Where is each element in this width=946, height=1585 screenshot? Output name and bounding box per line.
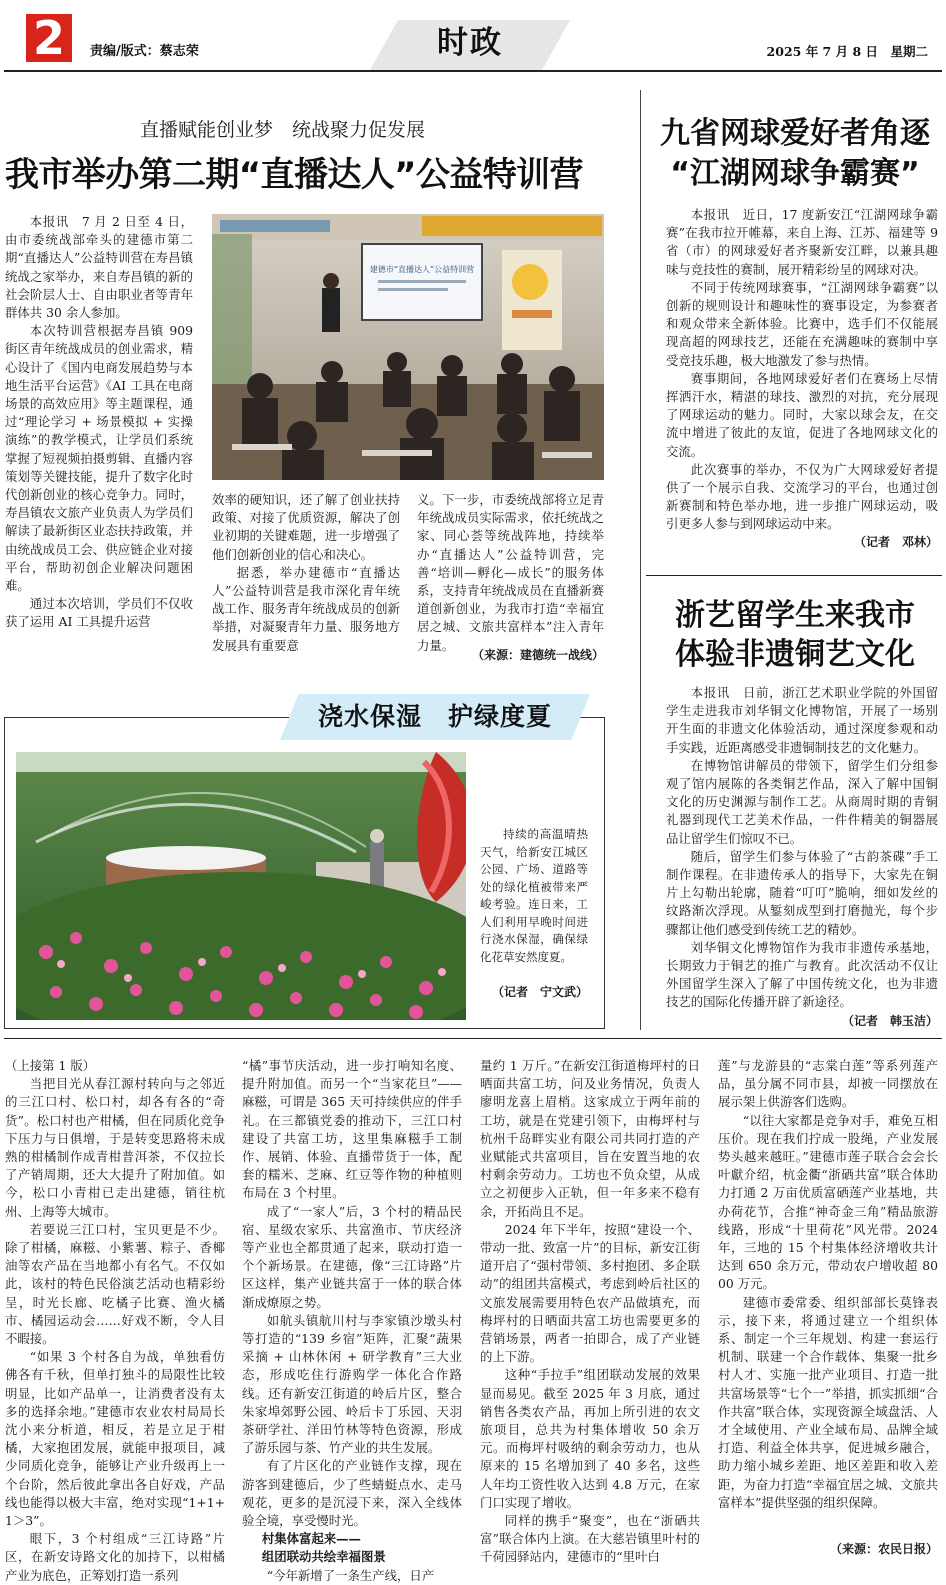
lead-source: （来源：建德统一战线） bbox=[471, 648, 604, 662]
continued-para: 眼下，3 个村组成“三江诗路”片区，在新安诗路文化的加持下，以柑橘产业为底色，正筹划打造一系列 bbox=[5, 1531, 225, 1583]
continued-para: 同样的携手“聚变”，也在“浙硒共富”联合体内上演。在大慈岩镇里叶村的千荷园驿站内，建德市的“里叶白 bbox=[480, 1513, 700, 1565]
lead-photo bbox=[212, 214, 604, 480]
header-rule bbox=[4, 70, 942, 72]
lead-photo-screen-text: 建德市“直播达人”公益特训营 bbox=[369, 265, 475, 274]
lead-kicker: 直播赋能创业梦 统战聚力促发展 bbox=[140, 119, 426, 141]
continued-column-3 bbox=[480, 1057, 700, 1567]
continued-para: 如航头镇航川村与李家镇沙墩头村等打造的“139 乡宿”矩阵，汇聚“蔬果采摘 + 山林休闲 + 研学教育”三大业态，形成吃住行游购学一体化合作路线。还有新安江街道的岭后片区，整合朱家埠郊野公园、岭后卡丁乐园、天羽茶研学社、洋田竹林等特色资源，形成了游乐园与茶、竹产业的共生发展。 bbox=[242, 1312, 462, 1456]
section-title: 时政 bbox=[437, 25, 503, 61]
continued-para: 量约 1 万斤。”在新安江街道梅坪村的日晒面共富工坊，问及业务情况，负责人廖明龙喜上眉梢。这家成立于两年前的工坊，就是在党建引领下，由梅坪村与杭州千岛畔实业有限公司共同打造的产业赋能式共富项目，旨在安置当地的农村剩余劳动力。工坊也不负众望，从成立之初便步入正轨，但一年多来不稳有余，开拓尚且不足。 bbox=[480, 1058, 700, 1219]
continued-para: 当把目光从春江源村转向与之邻近的三江口村、松口村，却各有各的“奇货”。松口村也产柑橘，但在同质化竞争下压力与日俱增，于是转变思路将未成熟的柑橘制作成青柑普洱茶，不仅拉长了产销周期，还大大提升了附加值。如今，松口小青柑已走出建德，销往杭州、上海等大城市。 bbox=[5, 1076, 225, 1219]
continued-para: “橘”事节庆活动，进一步打响知名度、提升附加值。而另一个“当家花旦”——麻糍，可谓是 365 天可持续供应的伴手礼。在三都镇党委的推动下，三江口村建设了共富工坊，这里集麻糍手工制作、展销、体验、直播带货于一体，配套的糯米、芝麻、红豆等作物的种植则布局在 3 个村里。 bbox=[242, 1058, 462, 1201]
continued-column-2 bbox=[242, 1057, 462, 1585]
page-number: 2 bbox=[32, 11, 65, 65]
page-number-badge bbox=[26, 11, 72, 65]
heritage-para: 在博物馆讲解员的带领下，留学生们分组参观了馆内展陈的各类铜艺作品，深入了解中国铜文化的历史渊源与制作工艺。从商周时期的青铜礼器到现代工艺美术作品，一件件精美的铜器展品让留学生们惊叹不已。 bbox=[666, 757, 938, 846]
photo-news-caption: 持续的高温晴热天气，给新安江城区公园、广场、道路等处的绿化植被带来严峻考验。连日来，工人们利用早晚时间进行浇水保湿，确保绿化花草安然度夏。 bbox=[480, 827, 588, 964]
lead-col3-para: 义。下一步，市委统战部将立足青年统战成员实际需求，依托统战之家、同心荟等统战阵地，持续举办“直播达人”公益特训营，完善“培训—孵化—成长”的服务体系，支持青年统战成员在直播新赛道创新创业，为我市打造“幸福宜居之城、文旅共富样本”注入青年力量。 bbox=[417, 492, 604, 653]
lead-title: 我市举办第二期“直播达人”公益特训营 bbox=[5, 155, 583, 195]
continued-para: 若要说三江口村，宝贝更是不少。除了柑橘，麻糍、小紫薯、粽子、香椰油等农产品在当地都小有名气。不仅如此，该村的特色民俗演艺活动也精彩纷呈，时光长廊、吃橘子比赛、渔火橘市、橘园运动会……好戏不断，令人目不暇接。 bbox=[5, 1221, 225, 1347]
heritage-para: 刘华铜文化博物馆作为我市非遗传承基地，长期致力于铜艺的推广与教育。此次活动不仅让外国留学生深入了解了中国传统文化，也为非遗技艺的国际化传播开辟了新途径。 bbox=[666, 939, 938, 1010]
tennis-byline: （记者 邓林） bbox=[853, 535, 938, 549]
section-divider bbox=[4, 1038, 942, 1039]
tennis-body bbox=[666, 206, 938, 534]
continued-label: （上接第 1 版） bbox=[5, 1058, 96, 1073]
photo-news-image bbox=[16, 752, 466, 1020]
editor-credit: 责编/版式：蔡志荣 bbox=[90, 44, 199, 59]
lead-col1-para: 本次特训营根据寿昌镇 909 街区青年统战成员的创业需求，精心设计了《国内电商发展趋势与本地生活平台运营》《AI 工具在电商场景的高效应用》等主题课程，通过“理论学习 + 场景模拟 + 实操演练”的教学模式，让学员们系统掌握了短视频拍摄剪辑、直播内容策划等关键技能，提升了数字化时代创新创业的核心竞争力。同时，寿昌镇农文旅产业负责人为学员们解读了最新街区业态扶持政策，并由统战成员工会、供应链企业对接平台，帮助初创企业解决问题困难。 bbox=[5, 323, 193, 594]
continued-para: “如果 3 个村各自为战，单独看仿佛各有千秋，但单打独斗的局限性比较明显，比如产品单一，让消费者没有太多的选择余地。”建德市农业农村局局长沈小来分析道，相反，若是立足于柑橘，大家抱团发展，就能申报项目，减少同质化竞争，能够让产业升级再上一个台阶，然后彼此拿出各自好戏，产品线也能得以极大丰富，绝对实现“1+1+1＞3”。 bbox=[5, 1349, 225, 1529]
column-rule bbox=[640, 90, 641, 1030]
lead-column-3 bbox=[417, 491, 604, 655]
tennis-para: 本报讯 近日，17 度新安江“江湖网球争霸赛”在我市拉开帷幕，来自上海、江苏、福建等 9 省（市）的网球爱好者齐聚新安江畔，以兼具趣味与竞技性的赛制，展开精彩纷呈的网球对决。 bbox=[666, 207, 938, 277]
continued-column-4 bbox=[718, 1057, 938, 1512]
heritage-title-line-2: 体验非遗铜艺文化 bbox=[675, 637, 915, 672]
lead-col2-para: 效率的硬知识，还了解了创业扶持政策、对接了优质资源，解决了创业初期的关键难题，进一步增强了他们创新创业的信心和决心。 bbox=[212, 492, 400, 562]
continued-para: “以往大家都是竞争对手，难免互相压价。现在我们拧成一股绳，产业发展势头越来越旺。”建德市莲子联合会会长叶獻介绍，杭金衢“浙硒共富”联合体助力打通 2 万亩优质富硒莲产业基地，共办荷花节，合推“神奇金三角”精品旅游线路，形成“十里荷花”风光带。2024 年，三地的 15 个村集体经济增收共计达到 650 余万元，带动农户增收超 8000 万元。 bbox=[718, 1112, 938, 1292]
photo-news-byline: （记者 宁文武） bbox=[491, 985, 588, 999]
continued-para: 有了片区化的产业链作支撑，现在游客到建德后，少了些蜻蜓点水、走马观花，更多的是沉浸下来，深入全线体验全境，享受慢时光。 bbox=[242, 1458, 462, 1529]
continued-source: （来源：农民日报） bbox=[829, 1542, 938, 1556]
photo-news-title: 浇水保湿 护绿度夏 bbox=[317, 702, 552, 731]
continued-para: 莲”与龙游县的“志棠白莲”等系列莲产品，虽分属不同市县，却被一同摆放在展示架上供游客们选购。 bbox=[718, 1058, 938, 1110]
lead-col1-para: 通过本次培训，学员们不仅收获了运用 AI 工具提升运营 bbox=[5, 596, 193, 630]
tennis-bottom-rule bbox=[646, 575, 942, 576]
tennis-title-line-2: “江湖网球争霸赛” bbox=[670, 156, 920, 191]
tennis-title-line-1: 九省网球爱好者角逐 bbox=[660, 116, 930, 151]
heritage-body bbox=[666, 684, 938, 1012]
lead-column-1 bbox=[5, 213, 193, 632]
tennis-para: 此次赛事的举办，不仅为广大网球爱好者提供了一个展示自我、交流学习的平台，也通过创新赛制和特色举办地，进一步推广网球运动，吸引更多人参与到网球运动中来。 bbox=[666, 461, 938, 532]
continued-para: 成了“一家人”后，3 个村的精品民宿、星级农家乐、共富渔市、节庆经济等产业也全都贯通了起来，联动打造一个个新场景。在建德，像“三江诗路”片区这样，集产业链共富于一体的联合体渐成燎原之势。 bbox=[242, 1203, 462, 1310]
heritage-para: 随后，留学生们参与体验了“古韵茶碟”手工制作课程。在非遗传承人的指导下，大家先在铜片上勾勒出轮廓，随着“叮叮”脆响，细如发丝的纹路渐次浮现。从錾刻成型到打磨抛光，每个步骤都让他们感受到传统工艺的精妙。 bbox=[666, 848, 938, 937]
tennis-para: 不同于传统网球赛事，“江湖网球争霸赛”以创新的规则设计和趣味性的赛事设定，为参赛者和观众带来全新体验。比赛中，选手们不仅能展现高超的网球技艺，还能在充满趣味的赛制中享受竞技乐趣，极大地激发了参与热情。 bbox=[666, 279, 938, 368]
continued-subhead: 组团联动共绘幸福图景 bbox=[261, 1549, 386, 1565]
continued-subhead: 村集体富起来—— bbox=[261, 1531, 361, 1547]
heritage-para: 本报讯 日前，浙江艺术职业学院的外国留学生走进我市刘华铜文化博物馆，开展了一场别开生面的非遗文化体验活动，通过深度参观和动手实践，近距离感受非遗铜制技艺的文化魅力。 bbox=[666, 685, 938, 755]
tennis-para: 赛事期间，各地网球爱好者们在赛场上尽情挥洒汗水，精湛的球技、激烈的对抗，充分展现了网球运动的魅力。同时，大家以球会友，在交流中增进了彼此的友谊，促进了各地网球文化的交流。 bbox=[666, 370, 938, 459]
continued-para: “今年新增了一条生产线，日产 bbox=[266, 1567, 435, 1583]
lead-column-2 bbox=[212, 491, 400, 655]
heritage-title-line-1: 浙艺留学生来我市 bbox=[675, 598, 915, 633]
lead-col1-para: 本报讯 7 月 2 日至 4 日，由市委统战部牵头的建德市第二期“直播达人”公益特训营在寿昌镇统战之家举办，来自寿昌镇的新的社会阶层人士、自由职业者等青年群体共 30 余人参加。 bbox=[5, 214, 193, 321]
heritage-byline: （记者 韩玉洁） bbox=[841, 1014, 938, 1028]
issue-date: 2025 年 7 月 8 日 星期二 bbox=[766, 44, 928, 59]
continued-para: 这种“手拉手”组团联动发展的效果显而易见。截至 2025 年 3 月底，通过销售各类农产品，再加上所引进的农文旅项目，总共为村集体增收 50 余万元。而梅坪村吸纳的剩余劳动力，也从原来的 15 名增加到了 40 多名，这些人年均工资性收入达到 4.8 万元，在家门口实现了增收。 bbox=[480, 1367, 700, 1510]
lead-col2-para: 据悉，举办建德市“直播达人”公益特训营是我市深化青年统战工作、服务青年统战成员的创新举措，对凝聚青年力量、服务地方发展具有重要意 bbox=[212, 564, 400, 653]
continued-column-1 bbox=[5, 1057, 225, 1585]
continued-para: 建德市委常委、组织部部长莫锋表示，接下来，将通过建立一个组织体系、制定一个三年规划、构建一套运行机制、联建一个合作载体、集聚一批乡村人才、实施一批产业项目、打造一批共富场景等“七个一”举措，抓实抓细“合作共富”联合体，实现资源全域盘活、人才全域使用、产业全域布局、品牌全域打造、利益全体共享，促进城乡融合，助力缩小城乡差距、地区差距和收入差距，为奋力打造“幸福宜居之城、文旅共富样本”提供坚强的组织保障。 bbox=[718, 1294, 938, 1510]
continued-para: 2024 年下半年，按照“建设一个、带动一批、致富一片”的目标，新安江街道开启了“强村带领、多村抱团、多企联动”的组团共富模式，考虑到岭后社区的文旅发展需要用特色农产品做填充，而梅坪村的日晒面共富工坊也需要更多的营销场景，两者一拍即合，成了产业链的上下游。 bbox=[480, 1221, 700, 1365]
